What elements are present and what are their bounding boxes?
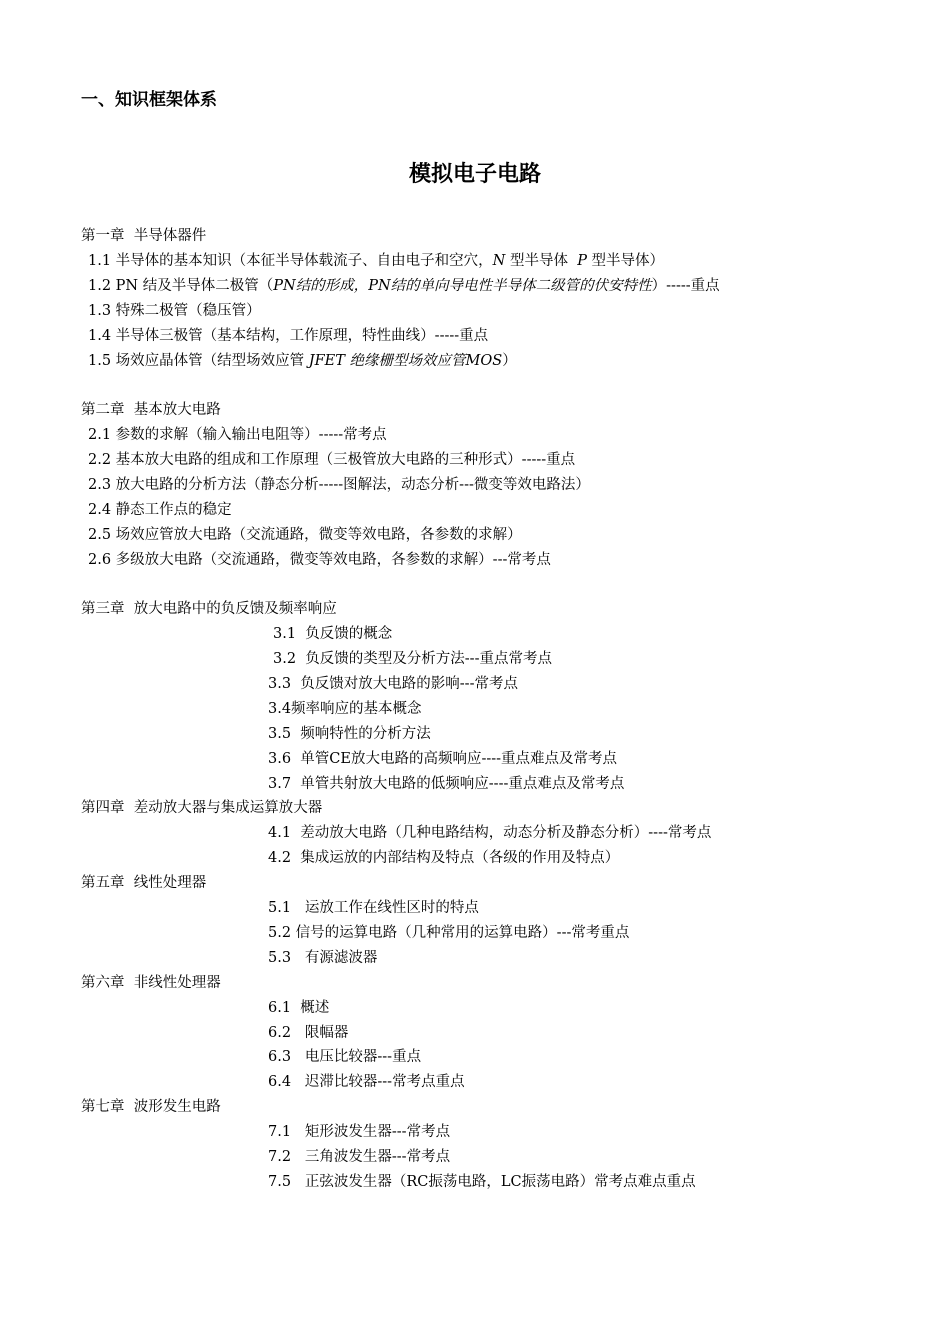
chapter-3-item: 3.2 负反馈的类型及分析方法---重点常考点	[273, 651, 552, 667]
chapter-6-title: 第六章 非线性处理器	[81, 975, 221, 991]
chapter-7-item: 7.5 正弦波发生器（RC振荡电路，LC振荡电路）常考点难点重点	[268, 1174, 696, 1190]
chapter-2-item: 2.5 场效应管放大电路（交流通路，微变等效电路，各参数的求解）	[88, 527, 522, 543]
document-title: 模拟电子电路	[408, 162, 541, 187]
chapter-1-item: 1.2 PN 结及半导体二极管（PN结的形成，PN结的单向导电性半导体二级管的伏安特性）-----重点	[88, 278, 720, 294]
chapter-6-item: 6.3 电压比较器---重点	[268, 1049, 422, 1065]
chapter-7-item: 7.2 三角波发生器---常考点	[268, 1149, 451, 1165]
chapter-5-item: 5.3 有源滤波器	[268, 950, 378, 966]
chapter-3-title: 第三章 放大电路中的负反馈及频率响应	[81, 601, 337, 617]
chapter-2-item: 2.3 放大电路的分析方法（静态分析-----图解法，动态分析---微变等效电路法）	[88, 477, 590, 493]
section-heading: 一、知识框架体系	[81, 90, 217, 110]
chapter-1-item: 1.5 场效应晶体管（结型场效应管 JFET 绝缘栅型场效应管MOS）	[88, 353, 517, 369]
chapter-2-title: 第二章 基本放大电路	[81, 402, 221, 418]
chapter-1-item: 1.1 半导体的基本知识（本征半导体载流子、自由电子和空穴，N 型半导体 P 型半导体）	[88, 253, 665, 269]
chapter-6-item: 6.4 迟滞比较器---常考点重点	[268, 1074, 465, 1090]
chapter-4-item: 4.1 差动放大电路（几种电路结构，动态分析及静态分析）----常考点	[268, 825, 712, 841]
chapter-3-item: 3.5 频响特性的分析方法	[268, 726, 431, 742]
chapter-5-item: 5.1 运放工作在线性区时的特点	[268, 900, 479, 916]
chapter-3-item: 3.7 单管共射放大电路的低频响应----重点难点及常考点	[268, 776, 625, 792]
chapter-2-item: 2.4 静态工作点的稳定	[88, 502, 232, 518]
chapter-3-item: 3.3 负反馈对放大电路的影响---常考点	[268, 676, 518, 692]
chapter-3-item: 3.6 单管CE放大电路的高频响应----重点难点及常考点	[268, 751, 618, 767]
chapter-3-item: 3.4频率响应的基本概念	[268, 701, 422, 717]
chapter-2-item: 2.2 基本放大电路的组成和工作原理（三极管放大电路的三种形式）-----重点	[88, 452, 576, 468]
chapter-1-title: 第一章 半导体器件	[81, 228, 207, 244]
chapter-4-title: 第四章 差动放大器与集成运算放大器	[81, 800, 323, 816]
chapter-6-item: 6.1 概述	[268, 1000, 330, 1016]
chapter-2-item: 2.6 多级放大电路（交流通路，微变等效电路，各参数的求解）---常考点	[88, 552, 551, 568]
chapter-2-item: 2.1 参数的求解（输入输出电阻等）-----常考点	[88, 427, 387, 443]
chapter-1-item: 1.4 半导体三极管（基本结构，工作原理，特性曲线）-----重点	[88, 328, 489, 344]
chapter-7-item: 7.1 矩形波发生器---常考点	[268, 1124, 451, 1140]
chapter-7-title: 第七章 波形发生电路	[81, 1099, 221, 1115]
chapter-4-item: 4.2 集成运放的内部结构及特点（各级的作用及特点）	[268, 850, 620, 866]
chapter-5-item: 5.2 信号的运算电路（几种常用的运算电路）---常考重点	[268, 925, 630, 941]
chapter-3-item: 3.1 负反馈的概念	[273, 626, 393, 642]
chapter-5-title: 第五章 线性处理器	[81, 875, 207, 891]
chapter-1-item: 1.3 特殊二极管（稳压管）	[88, 303, 261, 319]
chapter-6-item: 6.2 限幅器	[268, 1025, 349, 1041]
